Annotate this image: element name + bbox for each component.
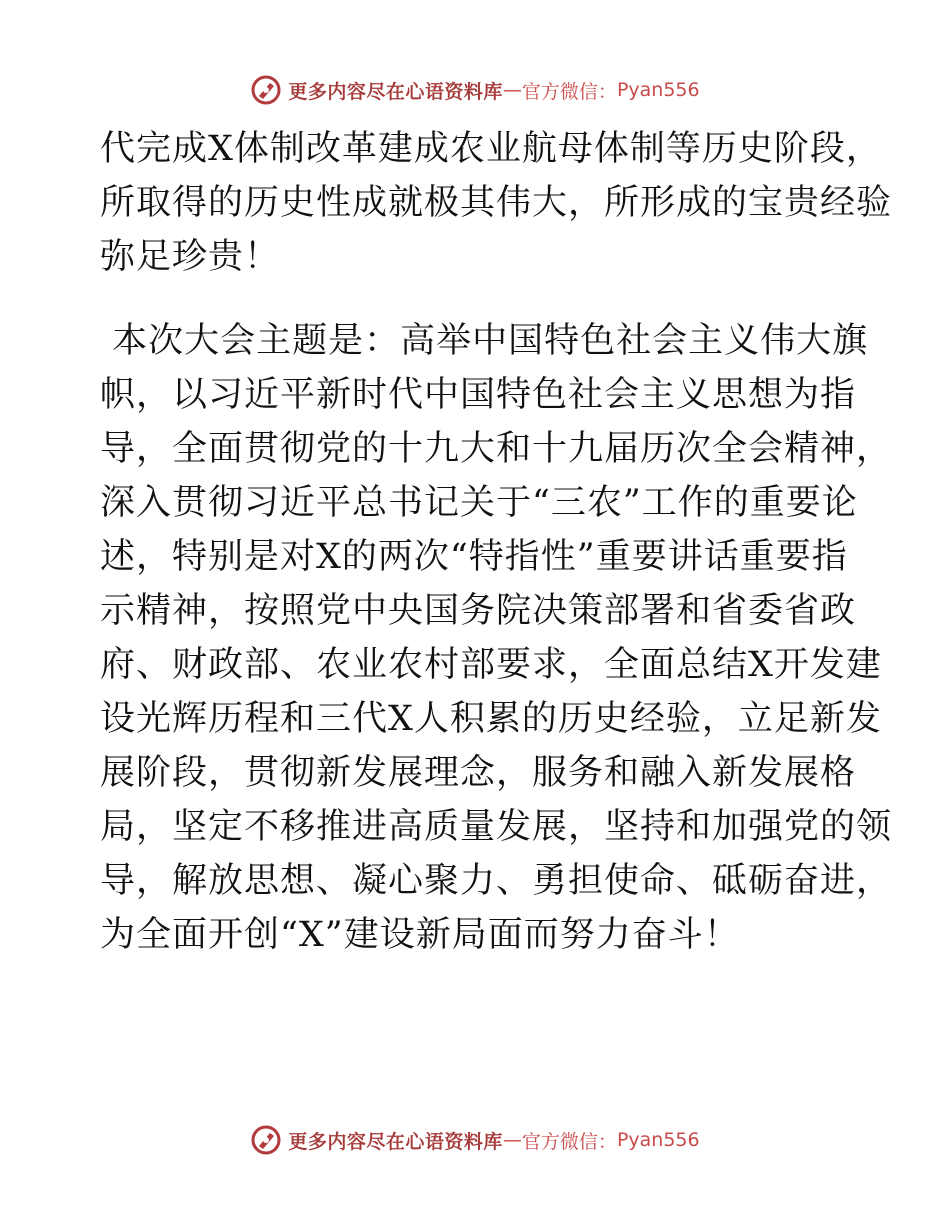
paragraph-line: 帜，以习近平新时代中国特色社会主义思想为指 — [100, 375, 857, 415]
paragraph-line: 示精神，按照党中央国务院决策部署和省委省政 — [100, 591, 857, 631]
paragraph-line: 本次大会主题是：高举中国特色社会主义伟大旗 — [100, 321, 869, 361]
paragraph-1 — [100, 122, 893, 284]
paragraph-line: 弥足珍贵！ — [100, 237, 281, 277]
banner-wechat-label: 官方微信： — [521, 80, 617, 103]
paragraph-line: 为全面开创“X”建设新局面而努力奋斗！ — [100, 915, 740, 955]
paragraph-line: 设光辉历程和三代X人积累的历史经验，立足新发 — [100, 699, 882, 739]
paragraph-line: 府、财政部、农业农村部要求，全面总结X开发建 — [100, 645, 882, 685]
pen-logo-icon — [250, 1124, 282, 1156]
banner-wechat-id: Pyan556 — [616, 79, 700, 101]
header-watermark-banner — [0, 70, 950, 110]
paragraph-line: 展阶段，贯彻新发展理念，服务和融入新发展格 — [100, 753, 857, 793]
banner-main-text: 更多内容尽在心语资料库 — [288, 80, 503, 103]
banner-separator: — — [502, 79, 522, 101]
banner-wechat-id: Pyan556 — [616, 1129, 700, 1151]
banner-separator: — — [502, 1129, 522, 1151]
paragraph-2 — [100, 314, 893, 962]
paragraph-line: 导，解放思想、凝心聚力、勇担使命、砥砺奋进， — [100, 861, 893, 901]
paragraph-line: 代完成X体制改革建成农业航母体制等历史阶段， — [100, 129, 882, 169]
paragraph-line: 局，坚定不移推进高质量发展，坚持和加强党的领 — [100, 807, 893, 847]
banner-main-text: 更多内容尽在心语资料库 — [288, 1130, 503, 1153]
paragraph-line: 所取得的历史性成就极其伟大，所形成的宝贵经验 — [100, 183, 893, 223]
banner-wechat-label: 官方微信： — [521, 1130, 617, 1153]
paragraph-line: 述，特别是对X的两次“特指性”重要讲话重要指 — [100, 537, 848, 577]
footer-watermark-banner — [0, 1120, 950, 1160]
paragraph-line: 导，全面贯彻党的十九大和十九届历次全会精神， — [100, 429, 893, 469]
paragraph-line: 深入贯彻习近平总书记关于“三农”工作的重要论 — [100, 483, 858, 523]
pen-logo-icon — [250, 74, 282, 106]
